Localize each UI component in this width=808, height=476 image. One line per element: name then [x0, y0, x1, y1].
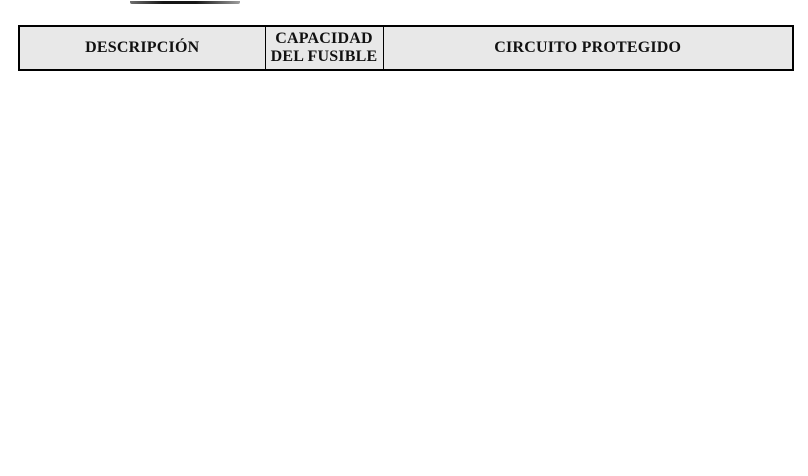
fuse-table: [18, 25, 794, 71]
header-capacidad-fusible: CAPACIDAD DEL FUSIBLE: [265, 26, 383, 70]
header-descripcion: DESCRIPCIÓN: [19, 26, 265, 70]
cropped-graphic-remnant: [130, 1, 240, 4]
header-row: [19, 26, 793, 70]
fuse-table-header: [19, 26, 793, 70]
header-circuito-protegido: CIRCUITO PROTEGIDO: [383, 26, 793, 70]
